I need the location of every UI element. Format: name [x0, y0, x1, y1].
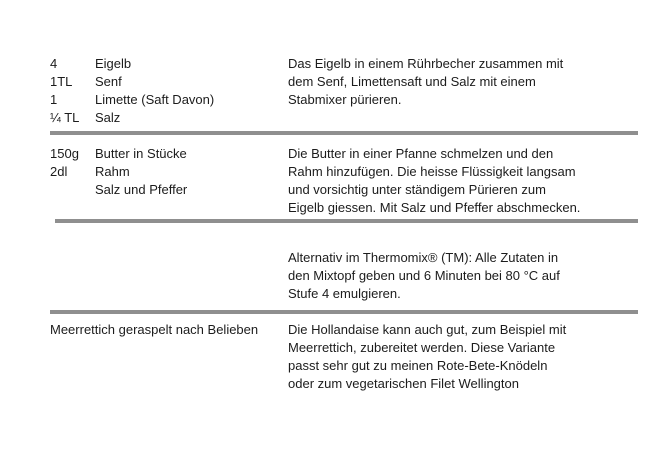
section-4-instructions [288, 321, 648, 393]
section-2-instructions [288, 145, 648, 217]
qty-eigelb: 4 [50, 56, 58, 71]
qty-limette: 1 [50, 92, 58, 107]
ingredient-eigelb: Eigelb [95, 56, 132, 71]
qty-salz: ¼ TL [50, 110, 80, 125]
section-2-ingredients [95, 145, 187, 199]
ingredient-meerrettich: Meerrettich geraspelt nach Belieben [50, 322, 259, 337]
instruction-line: Die Butter in einer Pfanne schmelzen und den [288, 146, 554, 161]
ingredient-salz: Salz [95, 110, 121, 125]
section-2-quantities [50, 145, 79, 181]
section-1-instructions [288, 55, 648, 109]
divider [50, 131, 638, 135]
section-1-ingredients [95, 55, 214, 127]
section-1-quantities [50, 55, 79, 127]
instruction-line: passt sehr gut zu meinen Rote-Bete-Knödeln [288, 358, 548, 373]
section-4-note [50, 321, 258, 339]
instruction-line: Meerrettich, zubereitet werden. Diese Variante [288, 340, 556, 355]
ingredient-senf: Senf [95, 74, 122, 89]
instruction-line: Stabmixer pürieren. [288, 92, 402, 107]
instruction-line: Die Hollandaise kann auch gut, zum Beispiel mit [288, 322, 567, 337]
instruction-line: oder zum vegetarischen Filet Wellington [288, 376, 519, 391]
instruction-line: und vorsichtig unter ständigem Pürieren zum [288, 182, 546, 197]
ingredient-limette: Limette (Saft Davon) [95, 92, 215, 107]
divider [50, 310, 638, 314]
divider [55, 219, 638, 223]
ingredient-salz-pfeffer: Salz und Pfeffer [95, 182, 188, 197]
qty-butter: 150g [50, 146, 79, 161]
section-3-instructions [288, 249, 648, 303]
instruction-line: Stufe 4 emulgieren. [288, 286, 401, 301]
instruction-line: Rahm hinzufügen. Die heisse Flüssigkeit langsam [288, 164, 576, 179]
qty-rahm: 2dl [50, 164, 68, 179]
instruction-line: Alternativ im Thermomix® (TM): Alle Zutaten in [288, 250, 559, 265]
ingredient-butter: Butter in Stücke [95, 146, 187, 161]
instruction-line: Eigelb giessen. Mit Salz und Pfeffer abschmecken. [288, 200, 581, 215]
instruction-line: den Mixtopf geben und 6 Minuten bei 80 °C auf [288, 268, 560, 283]
qty-senf: 1TL [50, 74, 73, 89]
instruction-line: Das Eigelb in einem Rührbecher zusammen mit [288, 56, 564, 71]
ingredient-rahm: Rahm [95, 164, 130, 179]
instruction-line: dem Senf, Limettensaft und Salz mit einem [288, 74, 536, 89]
